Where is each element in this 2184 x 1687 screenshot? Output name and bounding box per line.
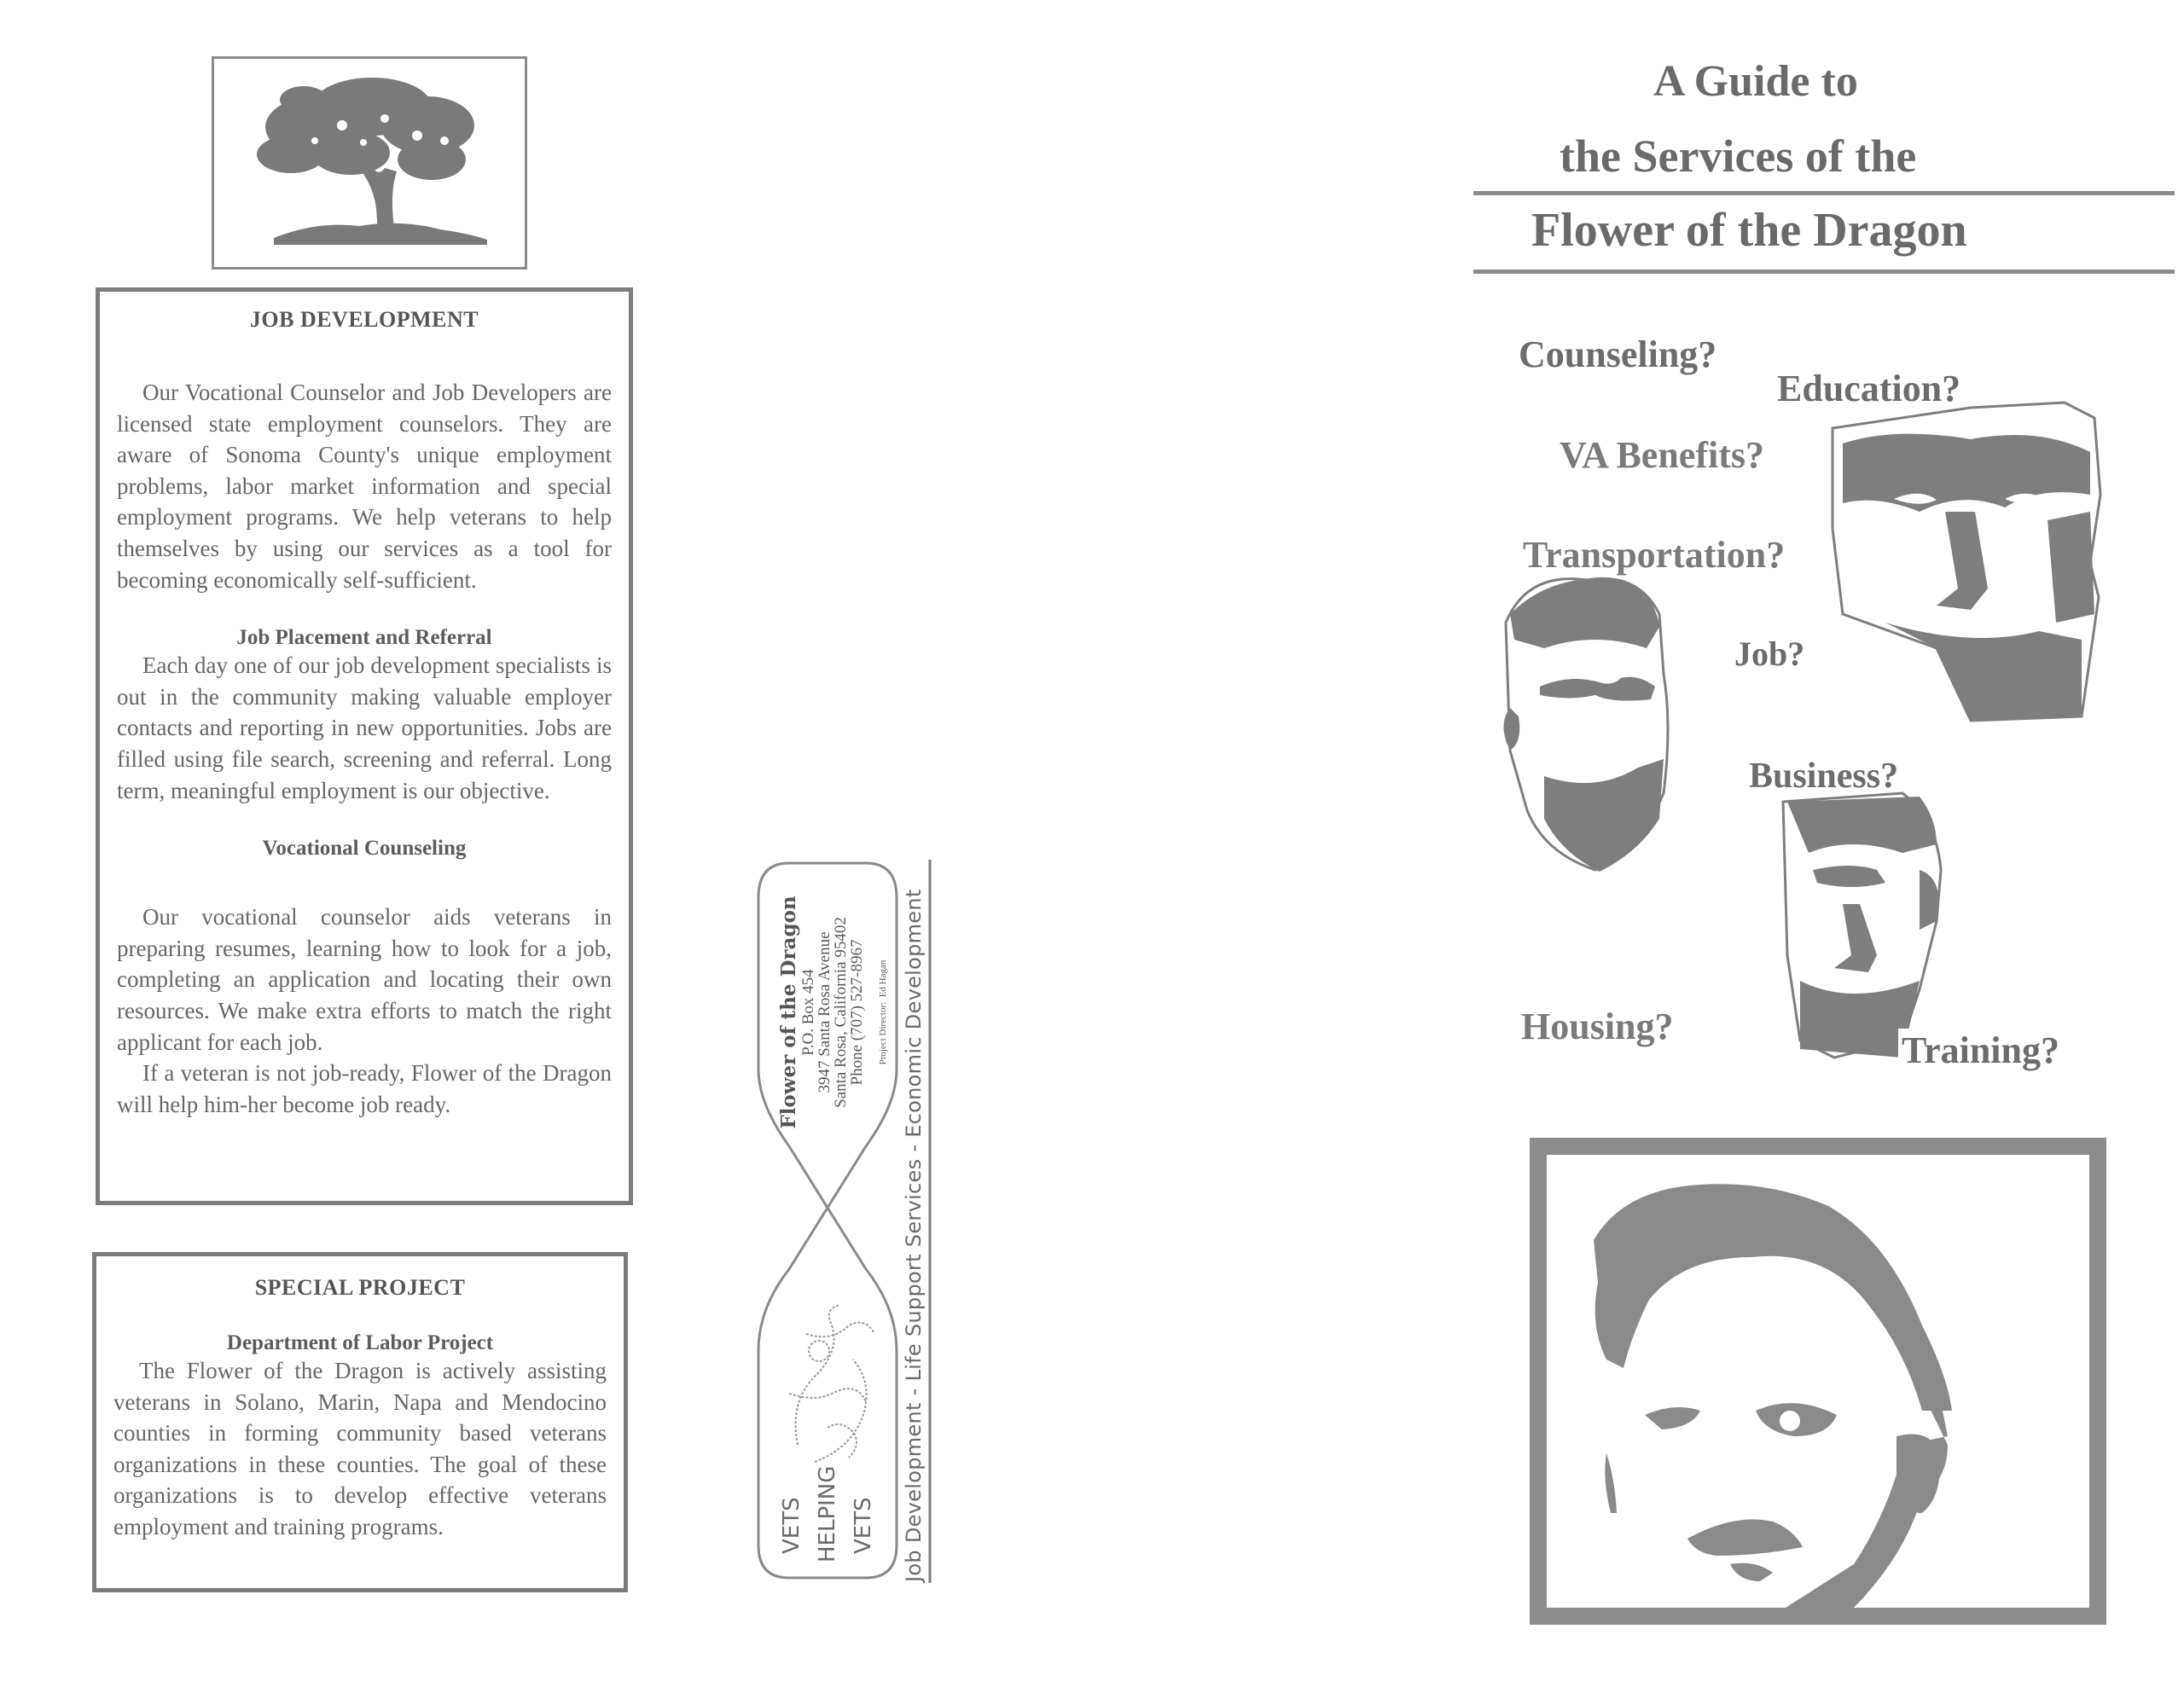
tree-icon — [214, 59, 525, 267]
question-va-benefits: VA Benefits? — [1560, 434, 1764, 476]
subsection-heading: Job Placement and Referral — [236, 626, 492, 650]
portrait-frame — [1530, 1138, 2106, 1625]
slogan-line: VETS — [779, 1497, 804, 1554]
question-job: Job? — [1734, 635, 1805, 673]
section-heading: SPECIAL PROJECT — [254, 1275, 466, 1300]
tree-illustration-frame — [212, 56, 527, 270]
title-rule-bottom — [1473, 270, 2175, 274]
dragon-icon — [781, 1300, 883, 1479]
question-counseling: Counseling? — [1519, 333, 1717, 375]
mailer-director: Project Director: Ed Hagan — [878, 959, 888, 1065]
question-education: Education? — [1777, 368, 1961, 409]
mailer-po-box: P.O. Box 454 — [799, 969, 817, 1056]
portrait-icon — [1547, 1155, 2089, 1608]
mailer-phone: Phone (707) 527-8967 — [848, 939, 866, 1086]
special-project-section — [92, 1252, 628, 1592]
question-business: Business? — [1749, 757, 1899, 796]
special-project-paragraph: The Flower of the Dragon is actively assisting veterans in Solano, Marin, Napa and Mendocino counties in forming community based veterans organizations in these counties. The goal of these organizations is to develop effective veterans employment and training programs. — [113, 1358, 607, 1539]
vets-helping-vets-slogan — [774, 1466, 881, 1562]
mailer-tagline: Job Development - Life Support Services - Economic Development — [902, 889, 926, 1582]
slogan-line: VETS — [851, 1497, 876, 1554]
mailer-city: Santa Rosa, California 95402 — [832, 917, 850, 1108]
cover-title-line-1: A Guide to — [1653, 57, 1858, 106]
subsection-heading: Department of Labor Project — [226, 1331, 494, 1354]
mailer-org-name: Flower of the Dragon — [777, 896, 800, 1129]
slogan-line: HELPING — [815, 1465, 840, 1562]
vocational-paragraph-2: If a veteran is not job-ready, Flower of the Dragon will help him-her become job ready. — [117, 1060, 612, 1117]
placement-paragraph: Each day one of our job development specialists is out in the community making valuable employer contacts and reporting in new opportunities. Jobs are filled using file search, screening and referral. Long term, meaningful employment is our objective. — [117, 652, 612, 803]
question-housing: Housing? — [1521, 1006, 1674, 1047]
cover-title-line-2: the Services of the — [1560, 130, 1917, 182]
question-training: Training? — [1898, 1029, 2063, 1072]
job-development-intro: Our Vocational Counselor and Job Developers are licensed state employment counselors. They are aware of Sonoma County's unique employment problems, labor market information and special employment programs. We help veterans to help themselves by using our services as a tool for becoming economically self-sufficient. — [117, 380, 612, 593]
cover-title-line-3: Flower of the Dragon — [1531, 204, 1967, 257]
mailer-address — [778, 872, 889, 1153]
mailer-street: 3947 Santa Rosa Avenue — [816, 931, 834, 1093]
section-heading: JOB DEVELOPMENT — [249, 307, 479, 332]
question-transportation: Transportation? — [1523, 534, 1786, 576]
subsection-heading: Vocational Counseling — [262, 837, 467, 861]
job-development-section — [96, 287, 633, 1205]
vocational-paragraph: Our vocational counselor aids veterans in preparing resumes, learning how to look for a job, completing an application and locating their own resources. We make extra efforts to match the right applicant for each job. — [117, 904, 612, 1055]
title-rule-top — [1473, 191, 2175, 195]
